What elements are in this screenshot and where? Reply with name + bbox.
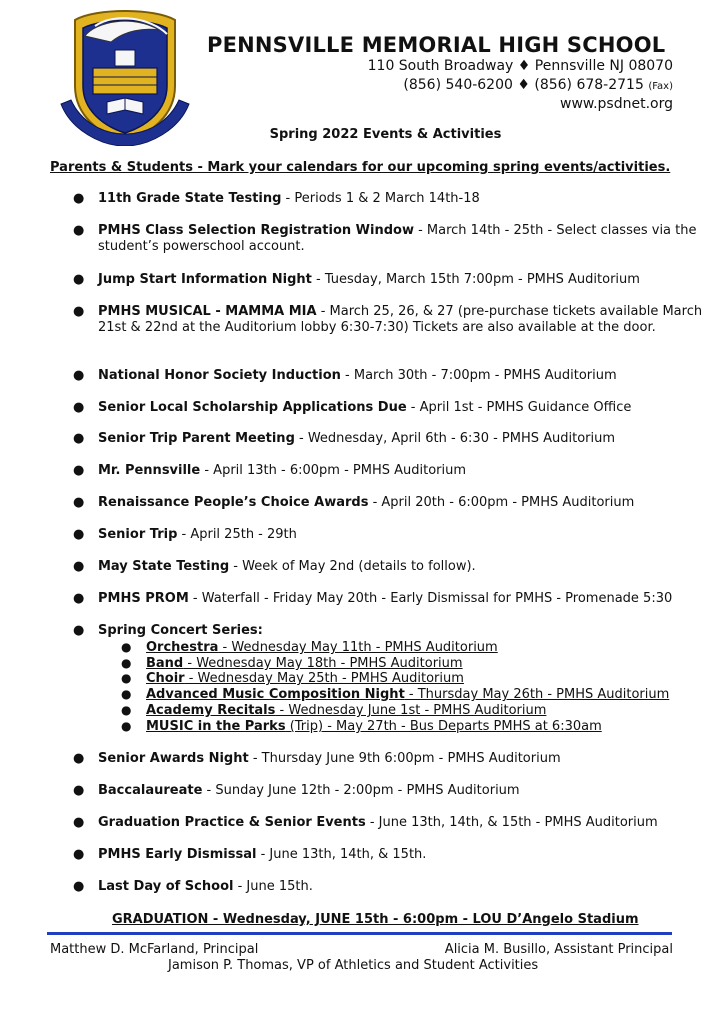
event-text: [98, 463, 717, 479]
concert-title: Academy Recitals: [146, 703, 276, 718]
concert-text: [146, 671, 464, 686]
event-title: 11th Grade State Testing: [98, 191, 282, 206]
event-text: [98, 751, 717, 767]
event-title: PMHS Early Dismissal: [98, 847, 257, 862]
concert-detail: (Trip) - May 27th - Bus Departs PMHS at 6:30am: [285, 719, 602, 734]
assistant-principal-name: Alicia M. Busillo, Assistant Principal: [444, 942, 673, 957]
bullet-icon: ●: [73, 559, 85, 574]
event-text: [98, 527, 717, 543]
concert-title: Advanced Music Composition Night: [146, 687, 405, 702]
event-text: [98, 495, 717, 511]
bullet-icon: ●: [73, 847, 85, 862]
concert-detail: - Thursday May 26th - PMHS Auditorium: [404, 687, 670, 702]
event-detail: - June 13th, 14th, & 15th.: [256, 847, 427, 862]
event-title: Senior Trip: [98, 527, 178, 542]
vp-name: Jamison P. Thomas, VP of Athletics and Student Activities: [168, 958, 539, 973]
event-text: [98, 847, 717, 863]
event-text: [98, 223, 717, 255]
concert-title: MUSIC in the Parks: [146, 719, 286, 734]
bullet-icon: ●: [121, 719, 132, 733]
bullet-icon: ●: [73, 272, 85, 287]
school-phone: (856) 540-6200 ♦ (856) 678-2715: [403, 77, 644, 93]
event-text: [98, 272, 717, 288]
event-detail: - March 25, 26, & 27 (pre-purchase tickets available March 21st & 22nd at the Auditorium lobby 6:30-7:30) Tickets are also available at the door.: [98, 304, 703, 335]
bullet-icon: ●: [121, 640, 132, 654]
event-title: Senior Trip Parent Meeting: [98, 431, 295, 446]
event-detail: - March 14th - 25th - Select classes via the student’s powerschool account.: [98, 223, 697, 254]
bullet-icon: ●: [73, 191, 85, 206]
bullet-icon: ●: [121, 687, 132, 701]
school-address: 110 South Broadway ♦ Pennsville NJ 08070: [367, 58, 673, 74]
event-title: Baccalaureate: [98, 783, 203, 798]
event-title: Last Day of School: [98, 879, 234, 894]
event-detail: - March 30th - 7:00pm - PMHS Auditorium: [340, 368, 617, 383]
bullet-icon: ●: [73, 783, 85, 798]
event-detail: - Thursday June 9th 6:00pm - PMHS Auditorium: [248, 751, 561, 766]
concert-detail: - Wednesday May 11th - PMHS Auditorium: [218, 640, 498, 655]
event-text: [98, 431, 717, 447]
event-detail: - Sunday June 12th - 2:00pm - PMHS Auditorium: [202, 783, 520, 798]
event-detail: - Wednesday, April 6th - 6:30 - PMHS Auditorium: [294, 431, 616, 446]
school-crest-logo: [55, 8, 195, 146]
event-title: PMHS PROM: [98, 591, 189, 606]
bullet-icon: ●: [121, 671, 132, 685]
bullet-icon: ●: [73, 495, 85, 510]
event-detail: - April 25th - 29th: [177, 527, 297, 542]
event-title: Renaissance People’s Choice Awards: [98, 495, 369, 510]
bullet-icon: ●: [73, 400, 85, 415]
graduation-banner: GRADUATION - Wednesday, JUNE 15th - 6:00pm - LOU D’Angelo Stadium: [112, 912, 639, 927]
bullet-icon: ●: [73, 463, 85, 478]
event-title: Senior Awards Night: [98, 751, 249, 766]
event-title: Jump Start Information Night: [98, 272, 312, 287]
event-title: May State Testing: [98, 559, 230, 574]
event-detail: - Waterfall - Friday May 20th - Early Dismissal for PMHS - Promenade 5:30: [188, 591, 673, 606]
event-detail: - Periods 1 & 2 March 14th-18: [281, 191, 480, 206]
bullet-icon: ●: [73, 527, 85, 542]
event-detail: - June 13th, 14th, & 15th - PMHS Auditorium: [365, 815, 658, 830]
concert-text: [146, 703, 546, 718]
bullet-icon: ●: [121, 656, 132, 670]
fax-label: (Fax): [648, 81, 673, 92]
event-title: PMHS Class Selection Registration Window: [98, 223, 414, 238]
principal-name: Matthew D. McFarland, Principal: [50, 942, 259, 957]
event-text: [98, 815, 717, 831]
concert-detail: - Wednesday June 1st - PMHS Auditorium: [275, 703, 547, 718]
concert-title: Band: [146, 656, 184, 671]
event-title: Senior Local Scholarship Applications Due: [98, 400, 407, 415]
event-text: [98, 304, 717, 336]
school-phone-line: [403, 77, 673, 93]
divider-rule: [47, 932, 672, 935]
concert-title: Choir: [146, 671, 185, 686]
concert-title: Orchestra: [146, 640, 219, 655]
event-text: [98, 400, 717, 416]
event-detail: - April 13th - 6:00pm - PMHS Auditorium: [200, 463, 467, 478]
event-text: [98, 623, 717, 639]
bullet-icon: ●: [73, 751, 85, 766]
event-detail: - April 1st - PMHS Guidance Office: [406, 400, 632, 415]
concert-text: [146, 687, 669, 702]
concert-text: [146, 656, 463, 671]
calendar-notice: Parents & Students - Mark your calendars for our upcoming spring events/activities.: [50, 160, 671, 175]
event-detail: - June 15th.: [233, 879, 313, 894]
bullet-icon: ●: [121, 703, 132, 717]
bullet-icon: ●: [73, 879, 85, 894]
event-text: [98, 368, 717, 384]
event-text: [98, 559, 717, 575]
bullet-icon: ●: [73, 815, 85, 830]
school-name: PENNSVILLE MEMORIAL HIGH SCHOOL: [207, 33, 666, 57]
concert-detail: - Wednesday May 25th - PMHS Auditorium: [184, 671, 464, 686]
event-title: Graduation Practice & Senior Events: [98, 815, 366, 830]
event-text: [98, 879, 717, 895]
event-detail: - April 20th - 6:00pm - PMHS Auditorium: [368, 495, 635, 510]
event-text: [98, 591, 717, 607]
bullet-icon: ●: [73, 368, 85, 383]
event-title: Mr. Pennsville: [98, 463, 201, 478]
event-detail: - Week of May 2nd (details to follow).: [229, 559, 476, 574]
bullet-icon: ●: [73, 431, 85, 446]
event-title: Spring Concert Series:: [98, 623, 263, 638]
school-website[interactable]: www.psdnet.org: [560, 96, 673, 112]
bullet-icon: ●: [73, 223, 85, 238]
concert-detail: - Wednesday May 18th - PMHS Auditorium: [183, 656, 463, 671]
event-text: [98, 783, 717, 799]
bullet-icon: ●: [73, 304, 85, 319]
bullet-icon: ●: [73, 591, 85, 606]
event-title: National Honor Society Induction: [98, 368, 341, 383]
event-text: [98, 191, 717, 207]
concert-text: [146, 719, 602, 734]
event-detail: - Tuesday, March 15th 7:00pm - PMHS Auditorium: [311, 272, 640, 287]
event-title: PMHS MUSICAL - MAMMA MIA: [98, 304, 317, 319]
concert-text: [146, 640, 498, 655]
bullet-icon: ●: [73, 623, 85, 638]
document-subtitle: Spring 2022 Events & Activities: [269, 127, 502, 142]
